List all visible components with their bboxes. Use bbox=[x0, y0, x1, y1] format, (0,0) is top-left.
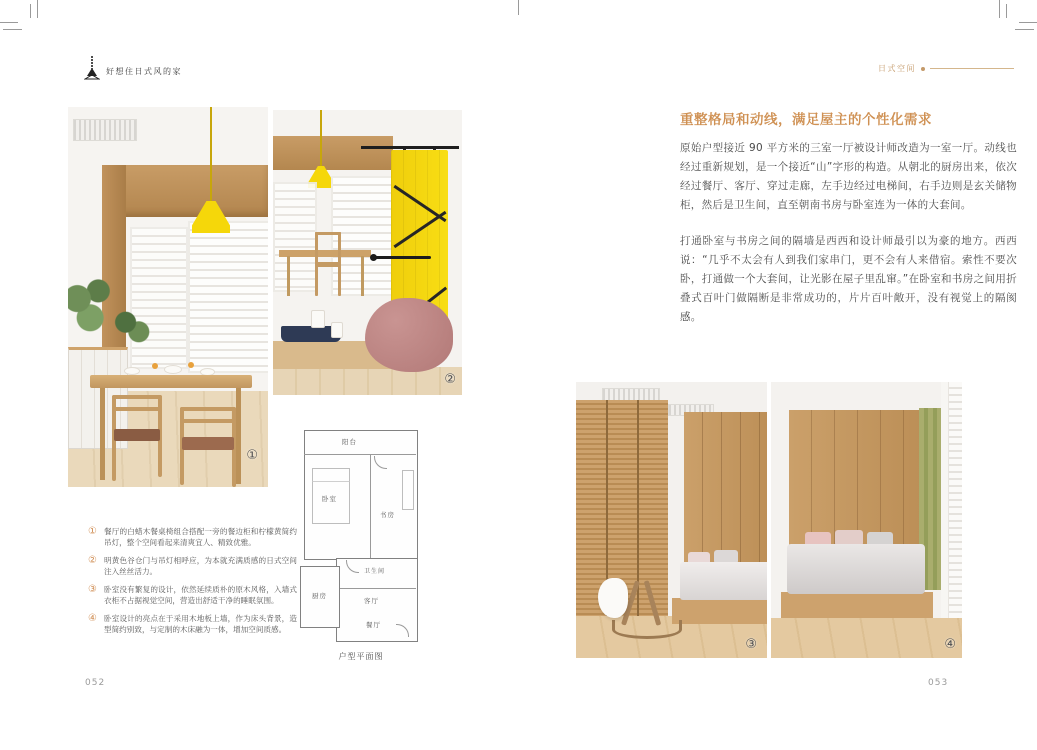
photo-marker: ③ bbox=[745, 637, 757, 652]
chair-seat bbox=[315, 262, 341, 267]
section-label: 日式空间 bbox=[878, 64, 916, 73]
room-label-balcony: 阳台 bbox=[342, 438, 357, 446]
caption-text: 餐厅的白蜡木餐桌椅组合搭配一旁的餐边柜和柠檬黄简约吊灯，整个空间看起来清爽宜人、精致优雅。 bbox=[104, 527, 297, 547]
photo-bedroom-wardrobe bbox=[576, 382, 767, 658]
header-right bbox=[878, 63, 1014, 74]
room-label-kitchen: 厨房 bbox=[312, 592, 327, 600]
page-number-right: 053 bbox=[928, 678, 949, 688]
air-vent bbox=[73, 119, 137, 141]
header-rule bbox=[930, 68, 1014, 69]
photo-bedroom-headboard bbox=[771, 382, 962, 658]
floor-plan bbox=[300, 428, 422, 646]
table-leg bbox=[287, 256, 290, 296]
caption-number: ③ bbox=[88, 584, 97, 595]
chair-cushion bbox=[182, 437, 234, 450]
article-title: 重整格局和动线，满足屋主的个性化需求 bbox=[680, 112, 932, 128]
photo-caption-list bbox=[88, 526, 297, 635]
chair bbox=[180, 407, 236, 411]
crop-mark bbox=[518, 0, 519, 15]
plant bbox=[108, 303, 152, 351]
crop-mark bbox=[999, 0, 1000, 18]
crop-mark bbox=[30, 4, 31, 18]
caption-item bbox=[88, 613, 297, 635]
dish bbox=[124, 367, 140, 375]
cup bbox=[331, 322, 343, 338]
wood-floor bbox=[273, 367, 462, 395]
dot-icon bbox=[921, 67, 925, 71]
crop-mark bbox=[0, 22, 18, 23]
crop-mark bbox=[1015, 29, 1034, 30]
room-label-study: 书房 bbox=[380, 511, 395, 519]
caption-text: 卧室设计的亮点在于采用木地板上墙，作为床头背景，造型简约别致，与定制的木床融为一体，增加空间质感。 bbox=[104, 614, 297, 634]
shutter-panel bbox=[948, 382, 962, 658]
crop-mark bbox=[1019, 22, 1037, 23]
crop-mark bbox=[3, 29, 22, 30]
wood-beam bbox=[273, 136, 393, 170]
photo-marker: ④ bbox=[944, 637, 956, 652]
bed-platform bbox=[781, 592, 933, 618]
chair bbox=[112, 407, 162, 411]
plan-desk bbox=[402, 470, 414, 510]
caption-text: 明黄色谷仓门与吊灯相呼应，为本就充满质感的日式空间注入丝丝活力。 bbox=[104, 556, 297, 576]
article-paragraph: 原始户型接近 90 平方米的三室一厅被设计师改造为一室一厅。动线也经过重新规划，是一个接近“山”字形的构造。从朝北的厨房出来，依次经过餐厅、客厅、穿过走廊，左手边经过电梯间，右手边则是玄关储物柜，然后是卫生间，直至朝南书房与卧室连为一体的大套间。 bbox=[680, 142, 1017, 211]
article-paragraph: 打通卧室与书房之间的隔墙是西西和设计师最引以为豪的地方。西西说：“几乎不太会有人到我们家串门，更不会有人来借宿。索性不要次卧，打通做一个大套间，让光影在屋子里乱窜。”在卧室和书房之间用折叠式百叶门做隔断是非常成功的，片片百叶敞开，没有视觉上的隔阂感。 bbox=[680, 235, 1017, 323]
header-left bbox=[84, 56, 182, 80]
plan-pillow bbox=[312, 468, 350, 482]
dining-table bbox=[90, 375, 252, 388]
white-cloth bbox=[598, 578, 628, 618]
caption-number: ② bbox=[88, 555, 97, 566]
lamp-cord bbox=[210, 107, 212, 203]
caption-item bbox=[88, 526, 297, 548]
bed bbox=[680, 562, 767, 600]
shutter-window bbox=[273, 182, 317, 292]
chair bbox=[112, 395, 162, 399]
bean-bag bbox=[365, 298, 453, 372]
dish bbox=[164, 365, 182, 374]
crop-mark bbox=[37, 0, 38, 18]
plan-wall bbox=[336, 588, 416, 589]
room-label-bathroom: 卫生间 bbox=[364, 568, 386, 575]
crop-mark bbox=[1006, 4, 1007, 18]
photo-marker: ② bbox=[444, 372, 456, 387]
caption-number: ④ bbox=[88, 613, 97, 624]
photo-dining-room bbox=[68, 107, 268, 487]
caption-item bbox=[88, 584, 297, 606]
fruit bbox=[188, 362, 194, 368]
wood-beam bbox=[102, 165, 268, 217]
door-handle bbox=[373, 256, 431, 259]
white-frame bbox=[941, 382, 948, 658]
page-number-left: 052 bbox=[85, 678, 106, 688]
photo-barn-door bbox=[273, 110, 462, 395]
cup bbox=[311, 310, 325, 328]
photo-marker: ① bbox=[246, 448, 258, 463]
shutter-window bbox=[188, 221, 268, 373]
bed-platform bbox=[672, 598, 767, 624]
floor-plan-caption: 户型平面图 bbox=[338, 652, 384, 661]
book-title: 好想住日式风的家 bbox=[106, 67, 182, 76]
room-label-dining: 餐厅 bbox=[366, 621, 381, 629]
table-leg bbox=[361, 256, 364, 296]
chair-cushion bbox=[114, 429, 160, 441]
dining-table bbox=[279, 250, 371, 257]
barn-door-rail bbox=[361, 146, 459, 149]
wood-floor bbox=[771, 618, 962, 658]
caption-item bbox=[88, 555, 297, 577]
pendant-lamp-icon bbox=[84, 56, 100, 80]
plan-wall bbox=[370, 454, 371, 558]
lamp-cord bbox=[320, 110, 322, 168]
caption-number: ① bbox=[88, 526, 97, 537]
caption-text: 卧室没有繁复的设计，依然延续质朴的原木风格，入墙式衣柜不占据视觉空间，营造出舒适干净的睡眠氛围。 bbox=[104, 585, 297, 605]
bed bbox=[787, 544, 925, 594]
fruit bbox=[152, 363, 158, 369]
room-label-bedroom: 卧室 bbox=[322, 495, 337, 503]
plan-wall bbox=[304, 454, 416, 455]
table-leg bbox=[100, 388, 105, 480]
table-leg bbox=[236, 388, 241, 484]
room-label-living: 客厅 bbox=[364, 597, 379, 605]
chair bbox=[180, 419, 236, 423]
